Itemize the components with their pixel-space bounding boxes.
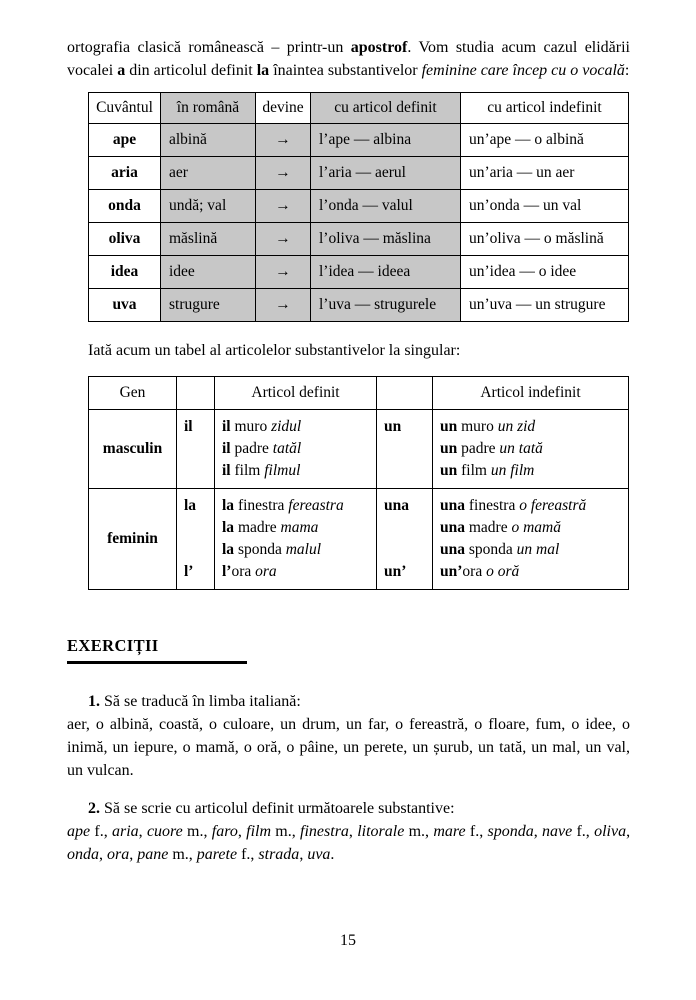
definite-article-label: il	[177, 410, 215, 489]
italian-word: oliva	[89, 223, 161, 256]
col-header-in-romana: în română	[161, 93, 256, 124]
italian-word: ape	[89, 124, 161, 157]
arrow-icon: →	[256, 256, 311, 289]
exercise-1-body: aer, o albină, coastă, o culoare, un drum, un far, o fereastră, o floare, fum, o idee, o inimă, un iepure, o mamă, o oră, o pâine, un perete, un șurub, un tată, un mal, un val, un vulcan.	[67, 716, 630, 779]
exercise-2-title: 2. Să se scrie cu articolul definit următoarele substantive:	[88, 800, 455, 817]
example-line: una finestra o fereastră	[440, 497, 587, 514]
definite-form: l’aria — aerul	[311, 157, 461, 190]
example-line: la sponda malul	[222, 541, 322, 558]
col-header-devine: devine	[256, 93, 311, 124]
italian-word: aria	[89, 157, 161, 190]
elision-table-header-row	[89, 93, 629, 124]
page-number: 15	[340, 932, 356, 949]
col-header-empty-def	[177, 377, 215, 410]
example-line: un padre un tată	[440, 440, 543, 457]
gender-label: feminin	[89, 489, 177, 590]
intro-paragraph: ortografia clasică românească – printr-un apostrof. Vom studia acum cazul elidării vocalei a din articolul definit la înaintea substantivelor feminine care încep cu o vocală:	[67, 39, 631, 79]
row-feminin	[89, 489, 629, 590]
table-row-ape	[89, 124, 629, 157]
italian-word: uva	[89, 289, 161, 322]
indefinite-article-label: un	[377, 410, 433, 489]
example-line: la madre mama	[222, 519, 319, 536]
romanian-translation: strugure	[161, 289, 256, 322]
romanian-translation: idee	[161, 256, 256, 289]
indefinite-form: un’uva — un strugure	[461, 289, 629, 322]
definite-examples	[215, 489, 377, 590]
elision-table	[88, 92, 629, 322]
col-header-articol-definit: Articol definit	[215, 377, 377, 410]
arrow-icon: →	[256, 157, 311, 190]
indefinite-examples	[433, 489, 629, 590]
table-row-oliva	[89, 223, 629, 256]
indefinite-form: un’aria — un aer	[461, 157, 629, 190]
example-line: il padre tatăl	[222, 440, 302, 457]
example-line: la finestra fereastra	[222, 497, 344, 514]
arrow-icon: →	[256, 223, 311, 256]
col-header-articol-indefinit: cu articol indefinit	[461, 93, 629, 124]
example-line: il film filmul	[222, 462, 301, 479]
arrow-icon: →	[256, 289, 311, 322]
exercise-2-body: ape f., aria, cuore m., faro, film m., finestra, litorale m., mare f., sponda, nave f., oliva, onda, ora, pane m., parete f., strada, uva.	[67, 823, 631, 863]
arrow-icon: →	[256, 190, 311, 223]
example-line: una sponda un mal	[440, 541, 560, 558]
example-line: una madre o mamă	[440, 519, 561, 536]
indefinite-form: un’idea — o idee	[461, 256, 629, 289]
col-header-cuvantul: Cuvântul	[89, 93, 161, 124]
table-row-uva	[89, 289, 629, 322]
articles-table-intro: Iată acum un tabel al articolelor substantivelor la singular:	[88, 342, 461, 359]
example-line: il muro zidul	[222, 418, 302, 435]
table-row-aria	[89, 157, 629, 190]
indefinite-form: un’onda — un val	[461, 190, 629, 223]
example-line: un muro un zid	[440, 418, 536, 435]
exercise-1-title: 1. Să se traducă în limba italiană:	[88, 693, 301, 710]
definite-form: l’ape — albina	[311, 124, 461, 157]
definite-form: l’oliva — măslina	[311, 223, 461, 256]
articles-table-header-row	[89, 377, 629, 410]
romanian-translation: undă; val	[161, 190, 256, 223]
example-line: un film un film	[440, 462, 535, 479]
definite-examples	[215, 410, 377, 489]
romanian-translation: aer	[161, 157, 256, 190]
romanian-translation: măslină	[161, 223, 256, 256]
definite-article-label: la l’	[177, 489, 215, 590]
table-row-onda	[89, 190, 629, 223]
definite-form: l’onda — valul	[311, 190, 461, 223]
col-header-empty-indef	[377, 377, 433, 410]
exercises-section	[67, 636, 630, 664]
col-header-articol-definit: cu articol definit	[311, 93, 461, 124]
articles-table	[88, 376, 629, 590]
definite-form: l’idea — ideea	[311, 256, 461, 289]
table-row-idea	[89, 256, 629, 289]
definite-form: l’uva — strugurele	[311, 289, 461, 322]
gender-label: masculin	[89, 410, 177, 489]
example-line: un’ora o oră	[440, 563, 520, 580]
italian-word: onda	[89, 190, 161, 223]
indefinite-examples	[433, 410, 629, 489]
example-line: l’ora ora	[222, 563, 277, 580]
indefinite-article-label: una un’	[377, 489, 433, 590]
italian-word: idea	[89, 256, 161, 289]
indefinite-form: un’ape — o albină	[461, 124, 629, 157]
arrow-icon: →	[256, 124, 311, 157]
romanian-translation: albină	[161, 124, 256, 157]
col-header-articol-indefinit: Articol indefinit	[433, 377, 629, 410]
row-masculin	[89, 410, 629, 489]
indefinite-form: un’oliva — o măslină	[461, 223, 629, 256]
col-header-gen: Gen	[89, 377, 177, 410]
exercises-heading: EXERCIȚII	[67, 636, 247, 664]
